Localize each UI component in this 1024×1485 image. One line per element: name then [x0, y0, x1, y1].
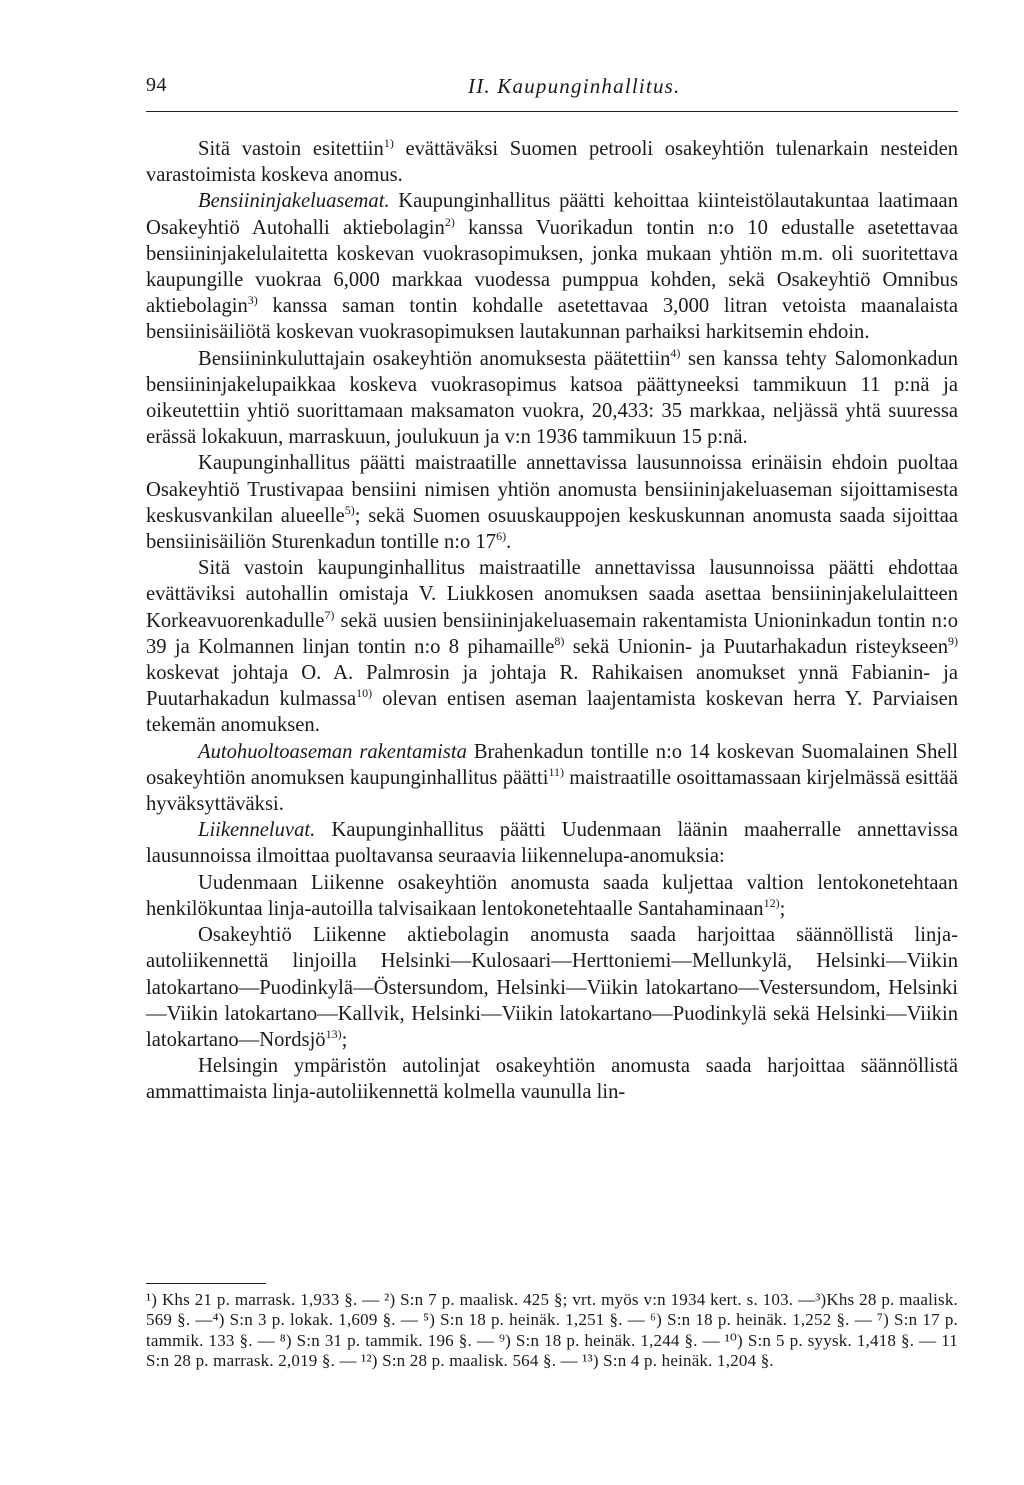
page-number: 94 — [146, 74, 167, 96]
section-heading: Liikenneluvat. — [198, 819, 316, 842]
paragraph: Sitä vastoin kaupunginhallitus maistraatille annettavissa lausunnoissa päätti ehdottaa evättäviksi autohallin omistaja V. Liukkosen anomuksen saada asettaa bensiininjakelulaitteen Korkeavuorenkadulle$^{7)}$ sekä uusien bensiininjakeluasemain rakentamista Unioninkadun tontin n:o 39 ja Kolmannen linjan tontin n:o 8 pihamaille$^{8)}$ sekä Unionin- ja Puutarhakadun risteykseen$^{9)}$ koskevat johtaja O. A. Palmrosin ja johtaja R. Rahikaisen anomukset ynnä Fabianin- ja Puutarhakadun kulmassa$^{10)}$ olevan entisen aseman laajentamista koskevan herra Y. Parviaisen tekemän anomuksen. — [146, 557, 959, 737]
footnote-rule — [146, 1283, 266, 1284]
section-heading: Bensiininjakeluasemat. — [198, 190, 390, 213]
paragraph: Liikenneluvat. Kaupunginhallitus päätti Uudenmaan läänin maaherralle annettavissa lausunnoissa ilmoittaa puoltavansa seuraavia liikennelupa-anomuksia: — [146, 819, 958, 868]
footnotes — [146, 1290, 958, 1372]
footnote-text: ¹) Khs 21 p. marrask. 1,933 §. — ²) S:n 7 p. maalisk. 425 §; vrt. myös v:n 1934 kert. s. 103. —³)Khs 28 p. maalisk. 569 §. —⁴) S:n 3 p. lokak. 1,609 §. — ⁵) S:n 18 p. heinäk. 1,251 §. — ⁶) S:n 18 p. heinäk. 1,252 §. — ⁷) S:n 17 p. tammik. 133 §. — ⁸) S:n 31 p. tammik. 196 §. — ⁹) S:n 18 p. heinäk. 1,244 §. — ¹⁰) S:n 5 p. syysk. 1,418 §. — 11 S:n 28 p. marrask. 2,019 §. — ¹²) S:n 28 p. maalisk. 564 §. — ¹³) S:n 4 p. heinäk. 1,204 §. — [146, 1290, 958, 1371]
section-heading: Autohuoltoaseman rakentamista — [198, 740, 467, 763]
paragraph: Sitä vastoin esitettiin$^{1)}$ evättäväksi Suomen petrooli osakeyhtiön tulenarkain nesteiden varastoimista koskeva anomus. — [146, 136, 958, 187]
header-rule — [146, 111, 958, 112]
paragraph: Osakeyhtiö Liikenne aktiebolagin anomusta saada harjoittaa säännöllistä linja-autoliikennettä linjoilla Helsinki—Kulosaari—Herttoniemi—Mellunkylä, Helsinki—Viikin latokartano—Puodinkylä—Östersundom, Helsinki—Viikin latokartano—Vestersundom, Helsinki—Viikin latokartano—Kallvik, Helsinki—Viikin latokartano—Puodinkylä sekä Helsinki—Viikin latokartano—Nordsjö$^{13)}$; — [146, 924, 958, 1051]
paragraph: Bensiininkuluttajain osakeyhtiön anomuksesta päätettiin$^{4)}$ sen kanssa tehty Salomonkadun bensiininjakelupaikkaa koskeva vuokrasopimus katsoa päättyneeksi tammikuun 11 p:nä ja oikeutettiin yhtiö suorittamaan maksamaton vuokra, 20,433: 35 markkaa, neljässä yhtä suuressa erässä lokakuun, marraskuun, joulukuun ja v:n 1936 tammikuun 15 p:nä. — [146, 345, 958, 449]
body-text — [146, 136, 958, 1106]
paragraph: Helsingin ympäristön autolinjat osakeyhtiön anomusta saada harjoittaa säännöllistä ammattimaista linja-autoliikennettä kolmella vaunulla lin- — [146, 1055, 958, 1104]
paragraph: Bensiininjakeluasemat. Kaupunginhallitus päätti kehoittaa kiinteistölautakuntaa laatimaan Osakeyhtiö Autohalli aktiebolagin$^{2)}$ kanssa Vuorikadun tontin n:o 10 edustalle asetettavaa bensiininjakelulaitetta koskevan vuokrasopimuksen, jonka mukaan yhtiön m.m. oli suoritettava kaupungille vuokraa 6,000 markkaa vuodessa pumppua kohden, sekä Osakeyhtiö Omnibus aktiebolagin$^{3)}$ kanssa saman tontin kohdalle asetettavaa 3,000 litran vetoista maanalaista bensiinisäiliötä koskevan vuokrasopimuksen lautakunnan parhaiksi harkitsemin ehdoin. — [146, 190, 958, 344]
running-title: II. Kaupunginhallitus. — [468, 74, 681, 98]
paragraph: Autohuoltoaseman rakentamista Brahenkadun tontille n:o 14 koskevan Suomalainen Shell osakeyhtiön anomuksen kaupunginhallitus päätti$^{11)}$ maistraatille osoittamassaan kirjelmässä esittää hyväksyttäväksi. — [146, 740, 958, 816]
paragraph: Uudenmaan Liikenne osakeyhtiön anomusta saada kuljettaa valtion lentokonetehtaan henkilökuntaa linja-autoilla talvisaikaan lentokonetehtaalle Santahaminaan$^{12)}$; — [146, 871, 958, 920]
paragraph: Kaupunginhallitus päätti maistraatille annettavissa lausunnoissa erinäisin ehdoin puoltaa Osakeyhtiö Trustivapaa bensiini nimisen yhtiön anomusta bensiininjakeluaseman sijoittamisesta keskusvankilan alueelle$^{5)}$; sekä Suomen osuuskauppojen keskuskunnan anomusta saada sijoittaa bensiinisäiliön Sturenkadun tontille n:o 17$^{6)}$. — [146, 452, 958, 554]
page-header — [146, 74, 958, 104]
